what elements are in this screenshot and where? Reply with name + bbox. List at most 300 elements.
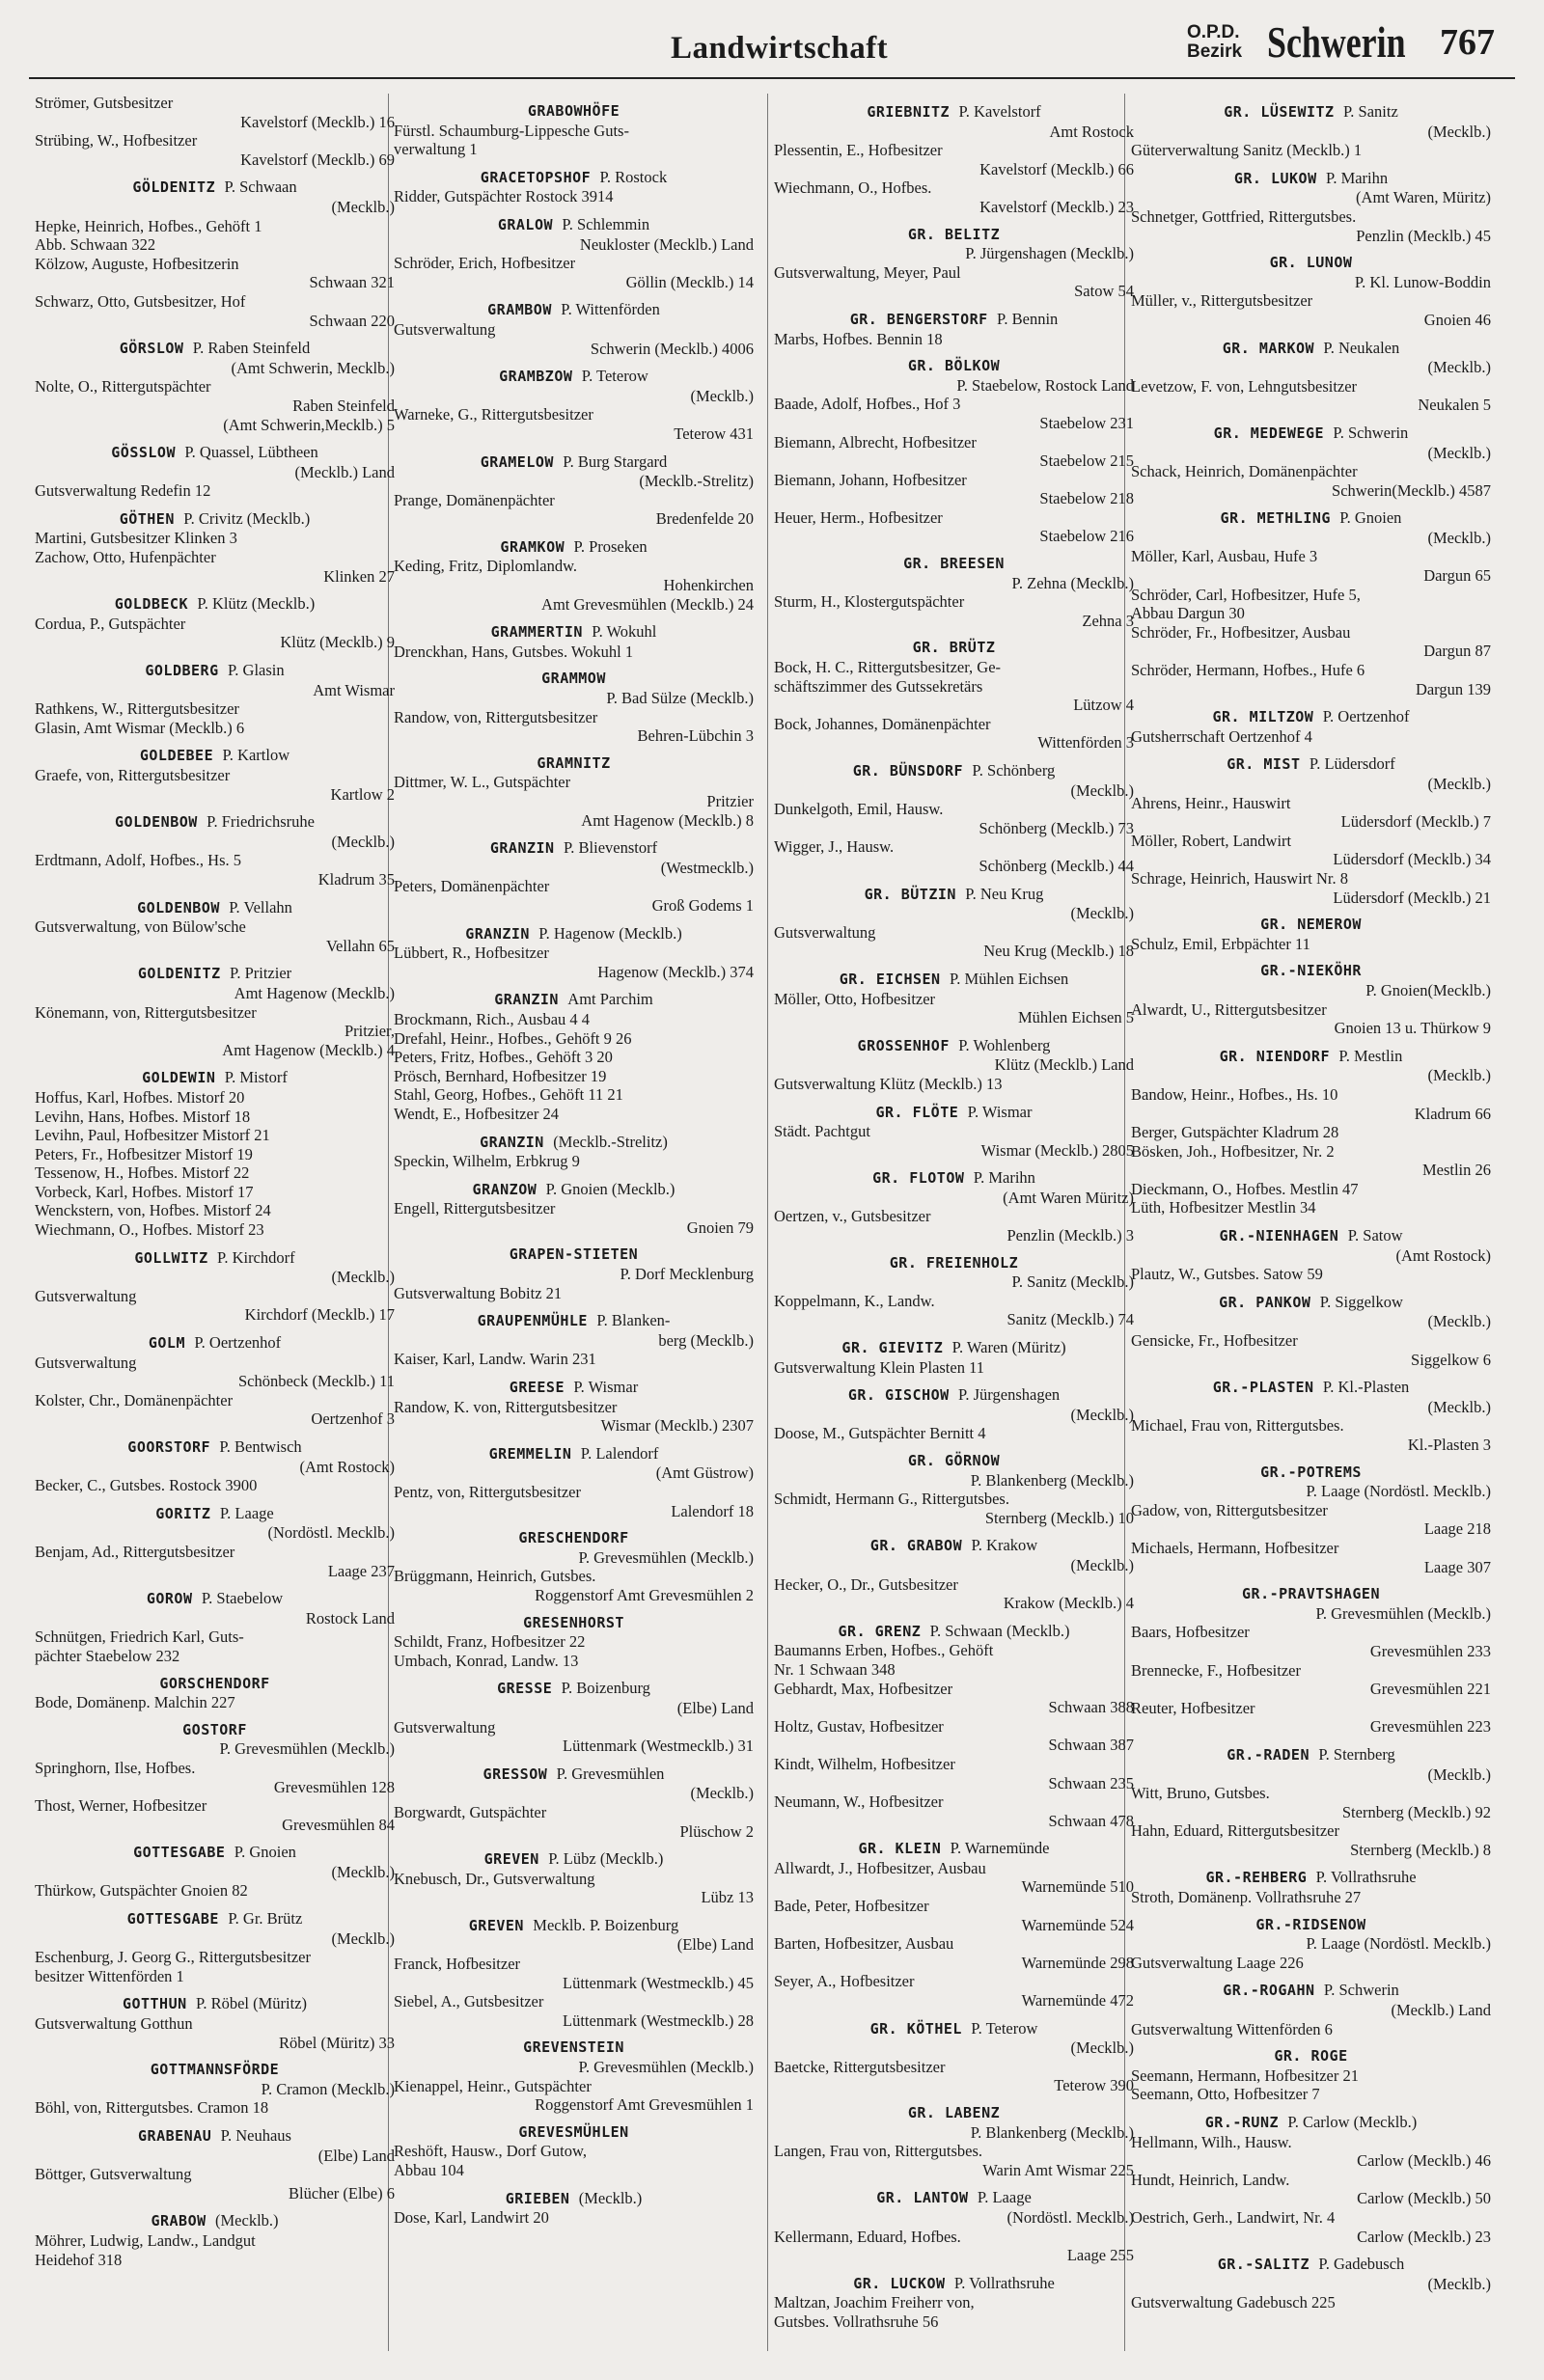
entry-line: Schildt, Franz, Hofbesitzer 22 xyxy=(394,1632,586,1652)
place-entry xyxy=(1131,169,1491,245)
place-name: GRANZOW xyxy=(472,1180,538,1198)
place-entry xyxy=(35,594,395,652)
place-entry xyxy=(35,661,395,737)
place-heading xyxy=(1131,1464,1491,1483)
place-name: GOTTESGABE xyxy=(126,1910,219,1929)
entry-address: Penzlin (Mecklb.) 45 xyxy=(1356,226,1491,245)
entry-line: Möhrer, Ludwig, Landw., Landgut xyxy=(35,2230,256,2250)
place-name: GR. MIST xyxy=(1227,755,1301,774)
column-divider xyxy=(767,94,768,2351)
entry-line: Sturm, H., Klostergutspächter xyxy=(774,592,965,612)
entry-line: Kienappel, Heinr., Gutspächter xyxy=(394,2076,592,2095)
entry-address: Gnoien 79 xyxy=(686,1217,754,1237)
place-name: GR. BRÜTZ xyxy=(912,639,996,657)
place-entry xyxy=(394,990,754,1123)
entry-line: Neumann, W., Hofbesitzer xyxy=(774,1792,944,1812)
entry-address: Neukalen 5 xyxy=(1418,396,1491,415)
place-entry xyxy=(1131,1745,1491,1860)
entry-line: Gutsverwaltung Wittenförden 6 xyxy=(1131,2019,1333,2038)
entry-line: Berger, Gutspächter Kladrum 28 xyxy=(1131,1123,1339,1142)
post-office: P. Kartlow xyxy=(222,746,290,765)
entry-line: Doose, M., Gutspächter Bernitt 4 xyxy=(774,1424,986,1443)
entry-address: Warnemünde 472 xyxy=(1021,1991,1134,2011)
place-name: GRAMBZOW xyxy=(499,368,573,386)
entry-line: schäftszimmer des Gutssekretärs xyxy=(774,676,983,696)
post-office: P. Schönberg xyxy=(972,761,1056,780)
place-name: GR.-NIEKÖHR xyxy=(1260,962,1362,980)
district-label xyxy=(1187,23,1242,62)
entry-address: (Mecklb.) xyxy=(1427,443,1491,462)
place-entry xyxy=(774,555,1134,630)
place-name: GR. BREESEN xyxy=(903,555,1005,573)
place-heading xyxy=(1131,1868,1491,1888)
place-heading xyxy=(35,2061,395,2080)
entry-address: (Mecklb.) xyxy=(331,197,395,216)
place-heading xyxy=(394,990,754,1010)
place-name: GR.-RUNZ xyxy=(1204,2114,1280,2131)
place-entry xyxy=(1131,1981,1491,2038)
post-office: P. Gnoien (Mecklb.) xyxy=(545,1179,676,1198)
place-heading xyxy=(1131,1226,1491,1246)
place-name: GR. FLÖTE xyxy=(875,1103,959,1121)
place-entry xyxy=(394,838,754,915)
place-heading xyxy=(35,746,395,766)
place-heading xyxy=(394,1245,754,1265)
entry-line: Gutsverwaltung Gadebusch 225 xyxy=(1131,2293,1336,2312)
entry-address: Grevesmühlen 233 xyxy=(1369,1641,1491,1660)
post-office: P. Carlow (Mecklb.) xyxy=(1287,2113,1418,2131)
entry-line: Gensicke, Fr., Hofbesitzer xyxy=(1131,1331,1298,1351)
place-entry xyxy=(35,1675,395,1712)
entry-address: Amt Hagenow (Mecklb.) xyxy=(234,983,395,1002)
entry-address: Sternberg (Mecklb.) 92 xyxy=(1341,1802,1491,1821)
entry-address: Göllin (Mecklb.) 14 xyxy=(625,272,754,291)
entry-line: Knebusch, Dr., Gutsverwaltung xyxy=(394,1869,595,1888)
place-heading xyxy=(1131,1745,1491,1765)
entry-address: (Elbe) Land xyxy=(676,1698,754,1717)
place-name: GORSCHENDORF xyxy=(159,1674,270,1692)
place-name: GOLDENBOW xyxy=(137,898,220,916)
entry-line: Nr. 1 Schwaan 348 xyxy=(774,1659,896,1679)
place-entry xyxy=(774,1338,1134,1377)
place-entry xyxy=(35,339,395,434)
place-entry xyxy=(394,215,754,291)
entry-address: Roggenstorf Amt Grevesmühlen 1 xyxy=(535,2095,754,2115)
entry-line: Hahn, Eduard, Rittergutsbesitzer xyxy=(1131,1821,1339,1841)
entry-address: Schönberg (Mecklb.) 44 xyxy=(979,856,1134,875)
post-office: P. Friedrichsruhe xyxy=(207,812,315,832)
place-heading xyxy=(394,924,754,944)
entry-line: Müller, v., Rittergutsbesitzer xyxy=(1131,291,1313,311)
entry-address: Amt Rostock xyxy=(1049,122,1134,141)
place-entry xyxy=(1131,339,1491,415)
place-heading xyxy=(35,1909,395,1929)
entry-line: Gutsverwaltung, Meyer, Paul xyxy=(774,262,961,282)
entry-address: Amt Hagenow (Mecklb.) 4 xyxy=(222,1040,395,1059)
entry-address: P. Laage (Nordöstl. Mecklb.) xyxy=(1306,1934,1491,1954)
place-name: GRANZIN xyxy=(489,839,555,858)
post-office: P. Schwaan (Mecklb.) xyxy=(929,1621,1070,1640)
place-name: GÖSSLOW xyxy=(111,444,176,462)
entry-line: Schröder, Erich, Hofbesitzer xyxy=(394,254,576,273)
entry-address: Behren-Lübchin 3 xyxy=(637,726,754,746)
entry-address: P. Staebelow, Rostock Land xyxy=(956,375,1134,395)
place-entry xyxy=(394,1180,754,1238)
place-entry xyxy=(774,1036,1134,1094)
entry-line: Gutsherrschaft Oertzenhof 4 xyxy=(1131,726,1312,746)
place-heading xyxy=(774,1338,1134,1358)
entry-line: Baetcke, Rittergutsbesitzer xyxy=(774,2057,946,2076)
place-entry xyxy=(1131,1047,1491,1217)
entry-address: Schwerin (Mecklb.) 4006 xyxy=(590,339,754,358)
entry-address: Pritzier xyxy=(706,792,754,810)
post-office: P. Glasin xyxy=(227,661,285,680)
place-entry xyxy=(35,1994,395,2052)
place-name: GOLDENBOW xyxy=(115,813,198,832)
post-office: P. Waren (Müritz) xyxy=(951,1338,1066,1357)
place-name: GOLDEBEE xyxy=(139,747,214,765)
place-entry xyxy=(394,1133,754,1171)
place-heading xyxy=(35,898,395,918)
place-name: GR. GRABOW xyxy=(869,1537,963,1555)
place-heading xyxy=(394,838,754,859)
place-entry xyxy=(394,1679,754,1755)
place-name: GR. MILTZOW xyxy=(1212,708,1314,726)
entry-line: Biemann, Johann, Hofbesitzer xyxy=(774,470,967,489)
entry-address: (Amt Rostock) xyxy=(1395,1245,1491,1265)
place-heading xyxy=(774,102,1134,123)
place-heading xyxy=(35,1994,395,2014)
place-heading xyxy=(1131,102,1491,123)
place-entry xyxy=(1131,2113,1491,2246)
place-heading xyxy=(1131,424,1491,444)
entry-address: Amt Wismar xyxy=(313,680,395,699)
entry-address: berg (Mecklb.) xyxy=(658,1330,754,1350)
post-office: P. Lalendorf xyxy=(580,1443,659,1463)
entry-address: P. Grevesmühlen (Mecklb.) xyxy=(578,2058,754,2077)
place-heading xyxy=(35,594,395,615)
entry-address: P. Jürgenshagen (Mecklb.) xyxy=(965,244,1134,263)
entry-line: Städt. Pachtgut xyxy=(774,1122,870,1141)
entry-address: Raben Steinfeld xyxy=(292,396,395,415)
entry-line: Dittmer, W. L., Gutspächter xyxy=(394,773,571,792)
entry-line: Güterverwaltung Sanitz (Mecklb.) 1 xyxy=(1131,141,1363,160)
entry-address: Staebelow 218 xyxy=(1039,489,1134,508)
post-office: P. Blanken- xyxy=(596,1311,671,1330)
entry-line: Baade, Adolf, Hofbes., Hof 3 xyxy=(774,395,961,414)
place-name: GR. MARKOW xyxy=(1222,339,1315,357)
place-entry xyxy=(35,1248,395,1325)
entry-address: Kavelstorf (Mecklb.) 66 xyxy=(979,159,1134,178)
entry-line: Möller, Otto, Hofbesitzer xyxy=(774,989,936,1008)
entry-address: (Mecklb.) xyxy=(1070,780,1134,800)
post-office: P. Wismar xyxy=(967,1102,1033,1121)
post-office: P. Kl.-Plasten xyxy=(1322,1378,1410,1397)
place-entry xyxy=(394,1529,754,1604)
place-heading xyxy=(394,1444,754,1464)
place-entry xyxy=(1131,102,1491,160)
entry-address: (Amt Schwerin, Mecklb.) xyxy=(231,358,395,377)
place-name: GRIEBEN xyxy=(505,2189,570,2207)
entry-line: Bock, Johannes, Domänenpächter xyxy=(774,714,991,733)
entry-address: (Mecklb.) xyxy=(1427,775,1491,793)
entry-line: Thost, Werner, Hofbesitzer xyxy=(35,1796,207,1816)
entry-address: Teterow 431 xyxy=(674,424,754,443)
place-name: GRABOW xyxy=(151,2212,207,2230)
place-name: GR. METHLING xyxy=(1220,509,1331,528)
entry-line: Ahrens, Heinr., Hauswirt xyxy=(1131,793,1291,812)
place-name: GÖTHEN xyxy=(119,509,175,528)
entry-line: Thürkow, Gutspächter Gnoien 82 xyxy=(35,1881,248,1901)
place-name: GOTTMANNSFÖRDE xyxy=(150,2061,280,2079)
entry-line: Nolte, O., Rittergutspächter xyxy=(35,377,211,397)
place-name: GRABENAU xyxy=(138,2127,212,2145)
place-entry xyxy=(394,1614,754,1671)
entry-address: (Amt Waren, Müritz) xyxy=(1356,188,1491,207)
entry-address: Schwaan 388 xyxy=(1048,1698,1134,1717)
place-entry xyxy=(774,1385,1134,1443)
place-entry xyxy=(1131,916,1491,953)
place-heading xyxy=(1131,1916,1491,1935)
post-office: P. Wismar xyxy=(573,1378,639,1397)
entry-line: Stahl, Georg, Hofbes., Gehöft 11 21 xyxy=(394,1085,623,1105)
entry-line: Bade, Peter, Hofbesitzer xyxy=(774,1897,929,1916)
place-name: GR. BÜTZIN xyxy=(864,885,956,903)
place-heading xyxy=(774,1254,1134,1273)
place-heading xyxy=(35,509,395,530)
entry-address: P. Blankenberg (Mecklb.) xyxy=(970,2122,1134,2142)
post-office: P. Marihn xyxy=(973,1168,1035,1188)
place-heading xyxy=(1131,1585,1491,1604)
entry-line: Engell, Rittergutsbesitzer xyxy=(394,1199,556,1218)
entry-address: Grevesmühlen 84 xyxy=(282,1815,395,1834)
place-heading xyxy=(774,761,1134,781)
entry-line: Borgwardt, Gutspächter xyxy=(394,1802,547,1821)
place-name: GÖLDENITZ xyxy=(132,178,216,197)
entry-address: Vellahn 65 xyxy=(325,936,395,955)
place-heading xyxy=(1131,1378,1491,1398)
entry-address: (Mecklb.) xyxy=(1427,1312,1491,1331)
entry-address: (Mecklb.) xyxy=(1427,2274,1491,2293)
column-1 xyxy=(35,94,395,2269)
entry-line: Levihn, Paul, Hofbesitzer Mistorf 21 xyxy=(35,1126,270,1145)
entry-address: Grevesmühlen 221 xyxy=(1369,1680,1491,1699)
place-entry xyxy=(394,2038,754,2114)
place-heading xyxy=(35,1843,395,1863)
place-heading xyxy=(35,178,395,198)
place-name: GR. BÜNSDORF xyxy=(852,762,964,780)
page-title: Landwirtschaft xyxy=(671,31,889,66)
entry-line: Bock, H. C., Rittergutsbesitzer, Ge- xyxy=(774,658,1002,677)
post-office: P. Satow xyxy=(1347,1226,1403,1245)
post-office: P. Siggelkow xyxy=(1319,1292,1403,1311)
entry-line: Gutsverwaltung Bobitz 21 xyxy=(394,1283,563,1302)
entry-address: P. Kl. Lunow-Boddin xyxy=(1354,272,1491,291)
entry-line: Koppelmann, K., Landw. xyxy=(774,1291,935,1310)
entry-address: Satow 54 xyxy=(1074,282,1134,301)
entry-address: (Elbe) Land xyxy=(676,1935,754,1955)
entry-line: Gutsverwaltung xyxy=(35,1353,137,1372)
place-name: GR. GISCHOW xyxy=(847,1386,950,1405)
place-name: GR. NIENDORF xyxy=(1219,1047,1330,1065)
column-2 xyxy=(394,94,754,2228)
place-entry xyxy=(774,1452,1134,1527)
page-number: 767 xyxy=(1440,22,1495,63)
entry-address: Hagenow (Mecklb.) 374 xyxy=(597,962,754,981)
place-heading xyxy=(394,1679,754,1699)
entry-line: Heuer, Herm., Hofbesitzer xyxy=(774,507,943,527)
place-name: GR. KÖTHEL xyxy=(869,2019,962,2038)
entry-address: (Amt Güstrow) xyxy=(655,1464,754,1483)
post-office: P. Kavelstorf xyxy=(958,102,1041,121)
place-heading xyxy=(1131,169,1491,189)
post-office: P. Blievenstorf xyxy=(563,838,658,858)
entry-address: Roggenstorf Amt Grevesmühlen 2 xyxy=(535,1585,754,1604)
place-entry xyxy=(35,1909,395,1985)
place-heading xyxy=(774,1385,1134,1406)
place-heading xyxy=(774,1839,1134,1859)
entry-address: P. Grevesmühlen (Mecklb.) xyxy=(578,1547,754,1567)
entry-line: Oertzen, v., Gutsbesitzer xyxy=(774,1207,931,1226)
place-name: GR. FLOTOW xyxy=(872,1169,965,1188)
entry-address: P. Bad Sülze (Mecklb.) xyxy=(606,689,754,708)
entry-address: Laage 237 xyxy=(327,1561,395,1580)
entry-line: Gutsverwaltung xyxy=(394,1717,496,1737)
entry-address: (Mecklb.) xyxy=(690,386,754,405)
entry-address: P. Zehna (Mecklb.) xyxy=(1011,573,1134,592)
place-name: GR.-NIENHAGEN xyxy=(1219,1227,1339,1245)
entry-address: Dargun 139 xyxy=(1415,679,1491,698)
entry-address: Sternberg (Mecklb.) 8 xyxy=(1350,1840,1491,1859)
post-office: P. Schwaan xyxy=(224,178,297,197)
place-entry xyxy=(394,300,754,358)
post-office: P. Gnoien xyxy=(234,1843,296,1862)
place-entry xyxy=(35,178,395,330)
entry-line: Reuter, Hofbesitzer xyxy=(1131,1698,1255,1717)
place-heading xyxy=(774,2274,1134,2294)
place-name: GRAMELOW xyxy=(480,452,554,471)
entry-line: Graefe, von, Rittergutsbesitzer xyxy=(35,766,231,784)
place-entry xyxy=(774,1103,1134,1161)
entry-line: Hellmann, Wilh., Hausw. xyxy=(1131,2132,1292,2151)
place-heading xyxy=(774,1536,1134,1556)
entry-address: Wittenförden 3 xyxy=(1037,733,1134,752)
place-entry xyxy=(394,1311,754,1369)
place-heading xyxy=(774,1103,1134,1123)
entry-line: Prösch, Bernhard, Hofbesitzer 19 xyxy=(394,1066,607,1085)
entry-address: Laage 218 xyxy=(1423,1519,1491,1539)
post-office: P. Teterow xyxy=(581,367,648,386)
entry-line: Gutsverwaltung Redefin 12 xyxy=(35,481,211,501)
place-name: GR. LÜSEWITZ xyxy=(1224,103,1335,121)
place-name: GORITZ xyxy=(155,1504,211,1522)
place-name: GREVESMÜHLEN xyxy=(518,2122,629,2141)
entry-line: Langen, Frau von, Rittergutsbes. xyxy=(774,2142,982,2161)
entry-address: Schönbeck (Mecklb.) 11 xyxy=(237,1372,395,1391)
entry-address: (Mecklb.) xyxy=(1427,1066,1491,1085)
place-name: GR.-RADEN xyxy=(1227,1745,1310,1764)
place-entry xyxy=(1131,1464,1491,1577)
place-heading xyxy=(35,661,395,681)
post-office: P. Sternberg xyxy=(1318,1744,1395,1764)
entry-address: (Mecklb.) xyxy=(1427,358,1491,377)
entry-address: Blücher (Elbe) 6 xyxy=(289,2183,395,2202)
place-heading xyxy=(394,1180,754,1200)
place-name: GOLLWITZ xyxy=(134,1248,208,1267)
place-name: GREESE xyxy=(509,1379,565,1397)
place-heading xyxy=(1131,1293,1491,1313)
place-entry xyxy=(35,746,395,804)
entry-line: Wiechmann, O., Hofbes. xyxy=(774,178,932,198)
entry-line: Prange, Domänenpächter xyxy=(394,490,555,509)
post-office: P. Pritzier xyxy=(229,964,292,983)
entry-line: Baars, Hofbesitzer xyxy=(1131,1623,1250,1642)
entry-address: Dargun 87 xyxy=(1423,642,1491,661)
entry-line: Dose, Karl, Landwirt 20 xyxy=(394,2208,549,2228)
place-name: GRAPEN-STIETEN xyxy=(509,1245,639,1264)
place-heading xyxy=(35,1721,395,1740)
post-office: P. Neu Krug xyxy=(965,884,1044,903)
post-office: P. Laage xyxy=(977,2188,1032,2207)
entry-line: Marbs, Hofbes. Bennin 18 xyxy=(774,329,943,348)
entry-line: Heidehof 318 xyxy=(35,2250,123,2269)
entry-address: Staebelow 216 xyxy=(1039,527,1134,546)
entry-line: Witt, Bruno, Gutsbes. xyxy=(1131,1784,1270,1803)
entry-address: Grevesmühlen 223 xyxy=(1369,1717,1491,1737)
entry-address: Mestlin 26 xyxy=(1421,1161,1491,1180)
post-office: P. Schlemmin xyxy=(562,214,650,233)
entry-address: Lützow 4 xyxy=(1073,696,1134,715)
place-heading xyxy=(394,622,754,643)
place-name: GOSTORF xyxy=(182,1720,247,1738)
post-office: (Mecklb.-Strelitz) xyxy=(553,1132,668,1151)
place-entry xyxy=(774,639,1134,752)
entry-line: Oestrich, Gerh., Landwirt, Nr. 4 xyxy=(1131,2207,1336,2227)
entry-address: Sternberg (Mecklb.) 10 xyxy=(984,1508,1134,1527)
place-heading xyxy=(394,102,754,122)
entry-line: Schnütgen, Friedrich Karl, Guts- xyxy=(35,1628,244,1647)
place-name: GRANZIN xyxy=(465,924,530,943)
entry-line: Umbach, Konrad, Landw. 13 xyxy=(394,1651,579,1670)
entry-line: Gutsverwaltung Klein Plasten 11 xyxy=(774,1357,984,1377)
post-office: P. Gr. Brütz xyxy=(228,1909,303,1929)
entry-line: Schröder, Fr., Hofbesitzer, Ausbau xyxy=(1131,622,1351,642)
entry-line: Hepke, Heinrich, Hofbes., Gehöft 1 xyxy=(35,216,262,235)
place-name: GR. LANTOW xyxy=(876,2189,969,2207)
entry-address: (Mecklb.) xyxy=(1070,904,1134,923)
place-entry xyxy=(1131,1378,1491,1454)
place-name: GR. KLEIN xyxy=(858,1840,942,1858)
place-heading xyxy=(35,964,395,984)
entry-line: Abbau 104 xyxy=(394,2161,464,2179)
post-office: P. Warnemünde xyxy=(950,1839,1050,1858)
entry-line: Randow, K. von, Rittergutsbesitzer xyxy=(394,1397,618,1416)
entry-line: Schack, Heinrich, Domänenpächter xyxy=(1131,462,1358,481)
post-office: P. Marihn xyxy=(1325,168,1389,187)
post-office: P. Mühlen Eichsen xyxy=(949,969,1069,988)
place-heading xyxy=(35,443,395,463)
place-entry xyxy=(774,2104,1134,2179)
post-office: P. Staebelow xyxy=(201,1589,284,1608)
post-office: (Mecklb.) xyxy=(215,2211,279,2230)
place-entry xyxy=(774,2188,1134,2264)
place-name: GRESCHENDORF xyxy=(518,1529,629,1547)
place-name: GR.-ROGAHN xyxy=(1223,1982,1315,2000)
place-entry xyxy=(1131,1916,1491,1973)
place-entry xyxy=(774,1168,1134,1245)
entry-address: Kartlow 2 xyxy=(330,784,395,804)
post-office: P. Boizenburg xyxy=(561,1679,650,1698)
